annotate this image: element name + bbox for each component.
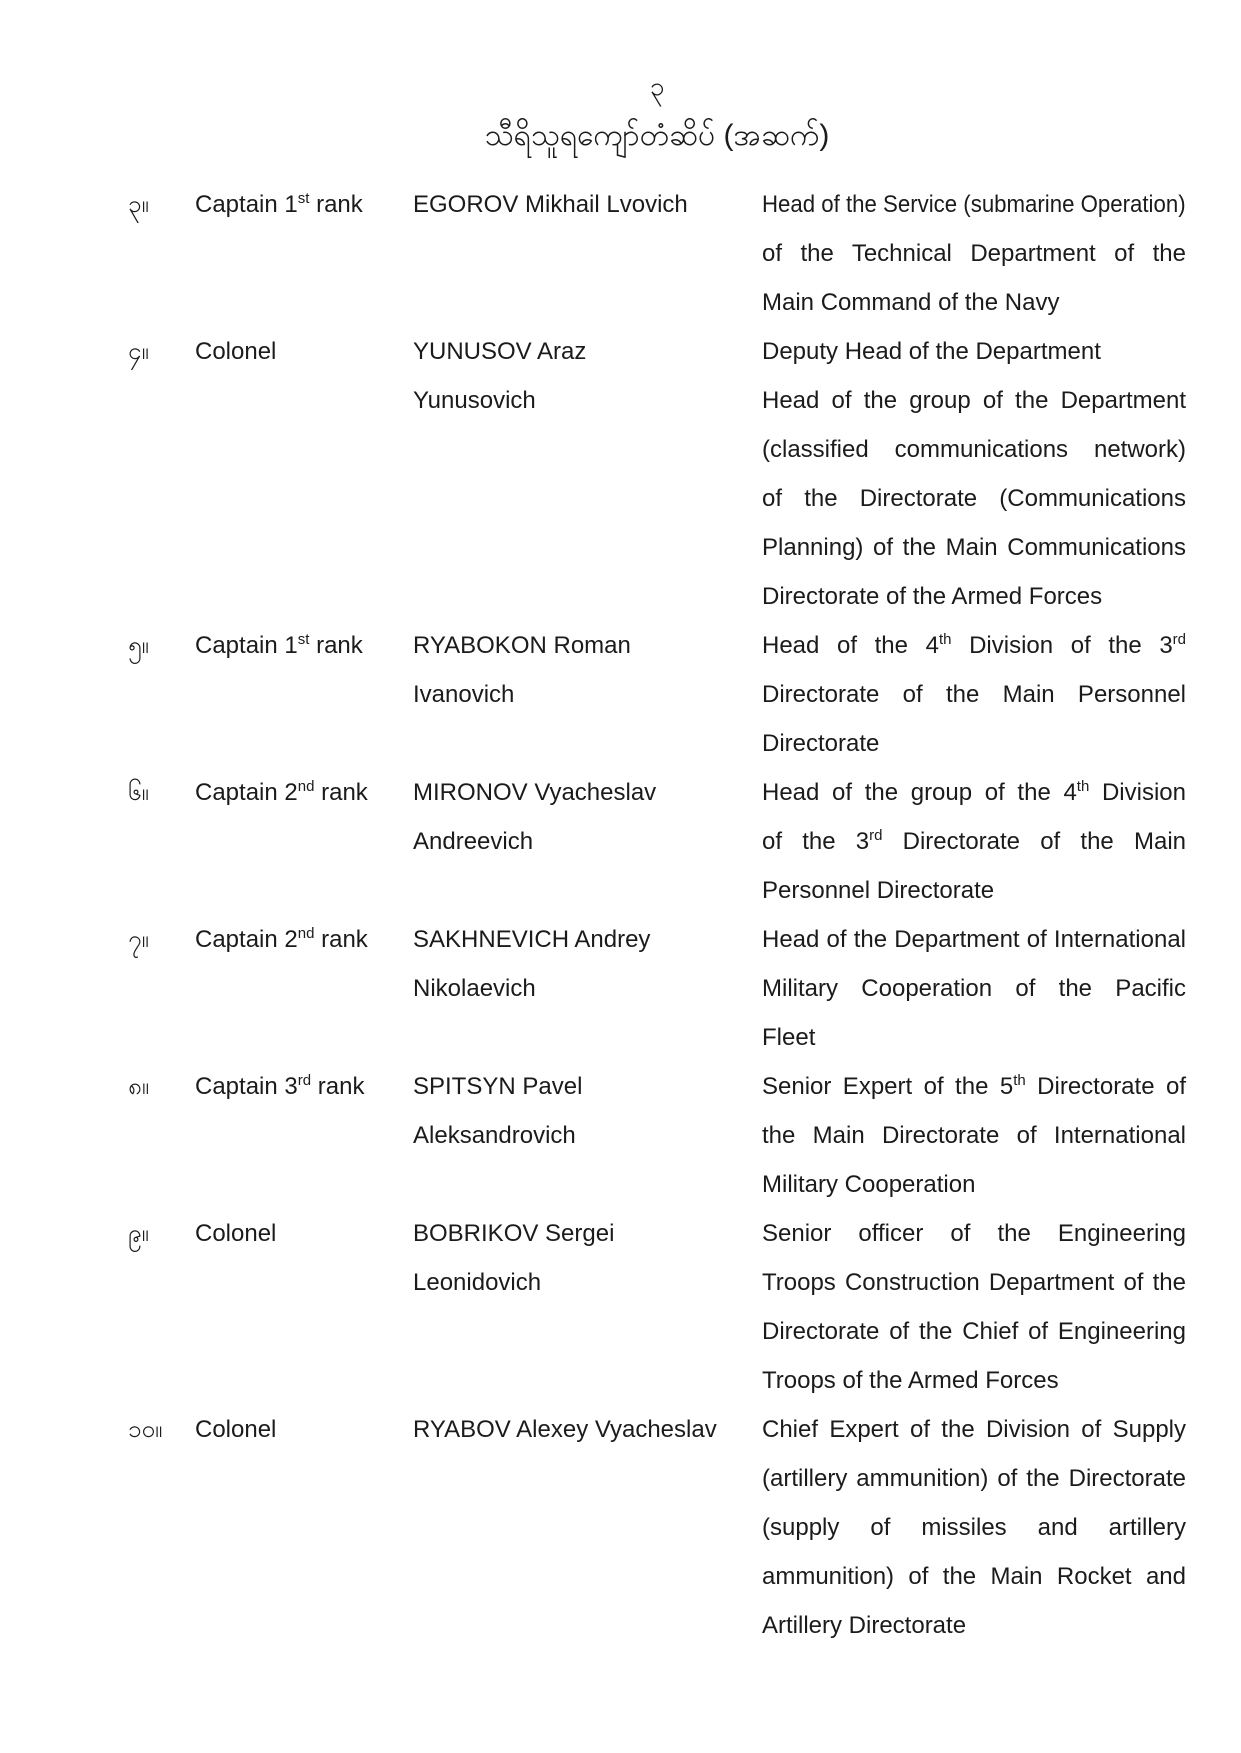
name-line: Nikolaevich <box>413 975 536 1002</box>
rank-cell <box>195 180 413 229</box>
name-line: MIRONOV Vyacheslav <box>413 779 657 806</box>
position-line: Directorate of the Main Personnel <box>762 681 1186 708</box>
name-cell <box>413 621 762 719</box>
rank-cell <box>195 621 413 670</box>
rank-cell <box>195 327 413 376</box>
position-line: of the Directorate (Communications <box>762 485 1186 512</box>
position-cell <box>762 1405 1186 1650</box>
table-row <box>128 768 1186 915</box>
ordinal-superscript: rd <box>1172 631 1187 648</box>
rank-cell <box>195 915 413 964</box>
rank-text: Colonel <box>195 1416 277 1443</box>
table-row <box>128 180 1186 327</box>
position-line: (artillery ammunition) of the Directorate <box>762 1465 1186 1492</box>
ordinal-superscript: rd <box>297 1072 312 1089</box>
position-line: of the Technical Department of the <box>762 240 1186 267</box>
name-cell <box>413 180 762 229</box>
rank-text: Colonel <box>195 1220 277 1247</box>
position-line: Military Cooperation <box>762 1171 976 1198</box>
row-number: ၁၀။ <box>128 1416 163 1443</box>
row-number: ၆။ <box>128 779 149 806</box>
row-number-cell <box>128 327 195 376</box>
name-cell <box>413 1405 762 1454</box>
row-number-cell <box>128 768 195 817</box>
position-line: Head of the 4th Division of the 3rd <box>762 631 1187 659</box>
officer-table <box>128 180 1186 1650</box>
rank-cell <box>195 1405 413 1454</box>
row-number: ၃။ <box>128 191 149 218</box>
position-line: Directorate of the Armed Forces <box>762 583 1103 610</box>
row-number-cell <box>128 1062 195 1111</box>
table-row <box>128 1209 1186 1405</box>
name-line: BOBRIKOV Sergei <box>413 1220 615 1247</box>
position-line: (classified communications network) <box>762 436 1186 463</box>
name-line: EGOROV Mikhail Lvovich <box>413 191 688 218</box>
rank-cell <box>195 1062 413 1111</box>
page-title: သီရိသူရကျော်တံဆိပ် (အဆက်) <box>484 119 830 152</box>
row-number-cell <box>128 1405 195 1454</box>
position-line: of the 3rd Directorate of the Main <box>762 827 1186 855</box>
position-line: Deputy Head of the Department <box>762 338 1101 365</box>
name-line: RYABOKON Roman <box>413 632 631 659</box>
position-cell <box>762 1209 1186 1405</box>
position-line: Directorate of the Chief of Engineering <box>762 1318 1186 1345</box>
table-row <box>128 1062 1186 1209</box>
row-number: ၈။ <box>128 1073 149 1100</box>
position-line: ammunition) of the Main Rocket and <box>762 1563 1186 1590</box>
row-number-cell <box>128 180 195 229</box>
name-line: Leonidovich <box>413 1269 542 1296</box>
position-cell <box>762 327 1186 621</box>
rank-text: Captain 2nd rank <box>195 925 368 953</box>
position-line: Main Command of the Navy <box>762 289 1060 316</box>
name-cell <box>413 1062 762 1160</box>
name-line: Ivanovich <box>413 681 515 708</box>
table-row <box>128 915 1186 1062</box>
position-line: Senior officer of the Engineering <box>762 1220 1186 1247</box>
rank-text: Captain 1st rank <box>195 631 363 659</box>
ordinal-superscript: th <box>1013 1072 1026 1089</box>
table-row <box>128 1405 1186 1650</box>
rank-text: Colonel <box>195 338 277 365</box>
position-line: Chief Expert of the Division of Supply <box>762 1416 1186 1443</box>
ordinal-superscript: nd <box>297 778 315 795</box>
position-cell <box>762 768 1186 915</box>
name-cell <box>413 327 762 425</box>
position-line: Personnel Directorate <box>762 877 995 904</box>
row-number: ၇။ <box>128 926 149 953</box>
table-row <box>128 327 1186 621</box>
name-cell <box>413 915 762 1013</box>
ordinal-superscript: th <box>938 631 952 648</box>
name-line: YUNUSOV Araz <box>413 338 587 365</box>
row-number: ၅။ <box>128 632 149 659</box>
name-cell <box>413 1209 762 1307</box>
position-line: Head of the Service (submarine Operation) <box>762 191 1186 218</box>
position-line: Head of the group of the Department <box>762 387 1186 414</box>
rank-cell <box>195 1209 413 1258</box>
position-line: the Main Directorate of International <box>762 1122 1186 1149</box>
row-number-cell <box>128 915 195 964</box>
name-line: Yunusovich <box>413 387 536 414</box>
name-line: Andreevich <box>413 828 534 855</box>
position-line: (supply of missiles and artillery <box>762 1514 1186 1541</box>
name-cell <box>413 768 762 866</box>
rank-cell <box>195 768 413 817</box>
position-cell <box>762 1062 1186 1209</box>
position-cell <box>762 915 1186 1062</box>
name-line: Aleksandrovich <box>413 1122 576 1149</box>
position-line: Head of the group of the 4th Division <box>762 778 1186 806</box>
rank-text: Captain 2nd rank <box>195 778 368 806</box>
position-line: Military Cooperation of the Pacific <box>762 975 1186 1002</box>
ordinal-superscript: th <box>1076 778 1090 795</box>
position-line: Artillery Directorate <box>762 1612 967 1639</box>
row-number-cell <box>128 1209 195 1258</box>
position-line: Directorate <box>762 730 880 757</box>
page-number: ၃ <box>649 71 665 101</box>
ordinal-superscript: nd <box>297 925 315 942</box>
position-line: Head of the Department of International <box>762 926 1186 953</box>
row-number-cell <box>128 621 195 670</box>
name-line: SPITSYN Pavel <box>413 1073 583 1100</box>
ordinal-superscript: rd <box>869 827 883 844</box>
row-number: ၄။ <box>128 338 149 365</box>
table-row <box>128 621 1186 768</box>
rank-text: Captain 1st rank <box>195 190 363 218</box>
position-line: Planning) of the Main Communications <box>762 534 1186 561</box>
position-line: Troops Construction Department of the <box>762 1269 1186 1296</box>
position-line: Senior Expert of the 5th Directorate of <box>762 1072 1186 1100</box>
name-line: SAKHNEVICH Andrey <box>413 926 651 953</box>
position-line: Troops of the Armed Forces <box>762 1367 1059 1394</box>
position-cell <box>762 621 1186 768</box>
position-line: Fleet <box>762 1024 816 1051</box>
name-line: RYABOV Alexey Vyacheslav <box>413 1416 717 1443</box>
rank-text: Captain 3rd rank <box>195 1072 365 1100</box>
ordinal-superscript: st <box>297 190 310 207</box>
row-number: ၉။ <box>128 1220 149 1247</box>
position-cell <box>762 180 1186 327</box>
ordinal-superscript: st <box>297 631 310 648</box>
